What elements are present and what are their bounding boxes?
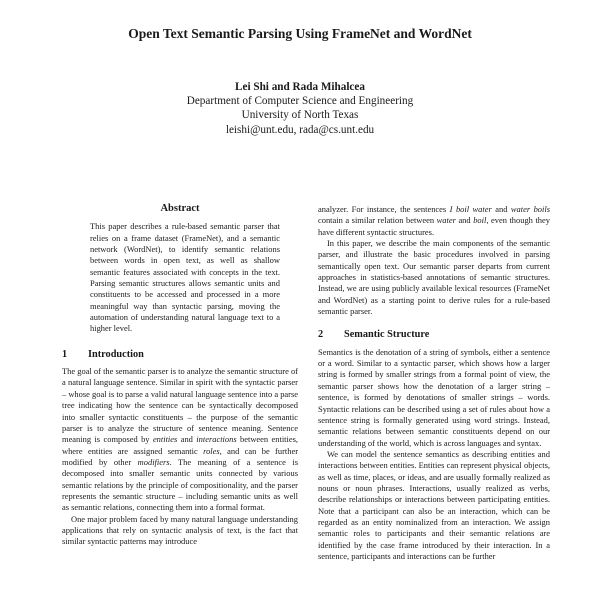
intro-paragraph-1 — [62, 366, 298, 513]
text-run: and — [455, 215, 474, 226]
section-number: 1 — [62, 348, 68, 360]
section-title: Semantic Structure — [344, 329, 430, 341]
intro-paragraph-2: One major problem faced by many natural language understanding applications that rely on syntactic analysis of text, is the fact that similar syntactic patterns may introduce — [62, 513, 298, 547]
author-emails: leishi@unt.edu, rada@cs.unt.edu — [225, 123, 375, 136]
author-names: Lei Shi and Rada Mihalcea — [235, 81, 365, 93]
semantic-paragraph-1: Semantics is the denotation of a string of symbols, either a sentence or a word. Similar to a syntactic parser, which shows how a larger string is formed by smaller strings from a formal point of view, the semantic parser shows how the denotation of a larger string – sentence, is formed by denotations of smaller strings – words. Syntactic relations can be described using a set of rules about how a sentence string is formally generated using word strings. Instead, semantic relations between semantic constituents depend on our understanding of the world, which is across languages and syntax. — [318, 346, 550, 448]
text-run: analyzer. For instance, the sentences — [318, 204, 450, 214]
emphasis: modifiers — [137, 456, 170, 467]
text-run: between entities, where entities are assigned semantic — [62, 434, 298, 456]
emphasis: I boil water — [449, 204, 492, 214]
left-column — [62, 203, 298, 548]
semantic-paragraph-2: We can model the sentence semantics as describing entities and interactions between entities. Entities can represent physical objects, as well as time, places, or ideas, and are usually formally realized as nouns or noun phrases. Interactions, usually realized as verbs, describe relationships or interactions between participating entities. Note that a participant can also be an interaction, which can be regarded as an entity nominalized from an interaction. We assign semantic roles to participants and their semantic relations are identified by the case frame introduced by their interaction. In a sentence, participants and interactions can be further — [318, 448, 550, 561]
affiliation-department: Department of Computer Science and Engineering — [186, 95, 414, 108]
emphasis: water — [436, 215, 456, 226]
emphasis: boil — [473, 215, 487, 226]
section-number: 2 — [318, 329, 324, 341]
text-run: contain a similar relation between — [318, 215, 437, 226]
text-run: , even though they have different syntactic structures. — [318, 215, 550, 237]
abstract-text: This paper describes a rule-based semantic parser that relies on a frame dataset (FrameNet), and a semantic network (WordNet), to identify semantic relations between words in open text, as well as shallow semantic features associated with concepts in the text. Parsing semantic structures allows semantic units and constituents to be accessed and processed in a more meaningful way than syntactic parsing, moving the automation of understanding natural language text to a higher level. — [90, 221, 280, 334]
section-heading-introduction — [62, 349, 298, 360]
section-title: Introduction — [88, 348, 144, 360]
emphasis: roles — [203, 445, 220, 456]
intro-paragraph-4: In this paper, we describe the main components of the semantic parser, and illustrate the basic procedures involved in parsing semantically open text. Our semantic parser departs from current approaches in statistics-based annotations of semantic structures. Instead, we are using publicly available lexical resources (FrameNet and WordNet) as a starting point to derive rules for a rule-based semantic parser. — [318, 238, 550, 317]
emphasis: water boils — [510, 204, 550, 214]
intro-paragraph-3 — [318, 204, 550, 238]
affiliation-university: University of North Texas — [241, 109, 359, 122]
section-heading-semantic-structure — [318, 329, 550, 340]
text-run: , and can be further modified by other — [62, 445, 299, 467]
emphasis: interactions — [196, 434, 237, 445]
author-block — [0, 80, 600, 137]
text-run: and — [177, 434, 197, 445]
paper-title: Open Text Semantic Parsing Using FrameNet and WordNet — [128, 26, 472, 41]
text-run: The goal of the semantic parser is to analyze the semantic structure of a natural language sentence. Similar in spirit with the syntactic parser – whose goal is to parse a valid natural language sentence into a parse tree indicating how the sentence can be syntactically decomposed into smaller syntactic constituents – the purpose of the semantic parser is to analyze the structure of sentence meaning. Sentence meaning is composed by — [62, 366, 298, 445]
text-run: . The meaning of a sentence is decomposed into smaller semantic units connected by various semantic relations by the principle of compositionality, and the parser represents the semantic structure – including semantic units as well as semantic relations, connecting them into a formal format. — [62, 456, 298, 513]
emphasis: entities — [152, 434, 178, 445]
text-run: and — [491, 204, 511, 214]
abstract-heading: Abstract — [160, 203, 200, 214]
right-column — [318, 204, 550, 562]
abstract-body — [90, 221, 280, 334]
